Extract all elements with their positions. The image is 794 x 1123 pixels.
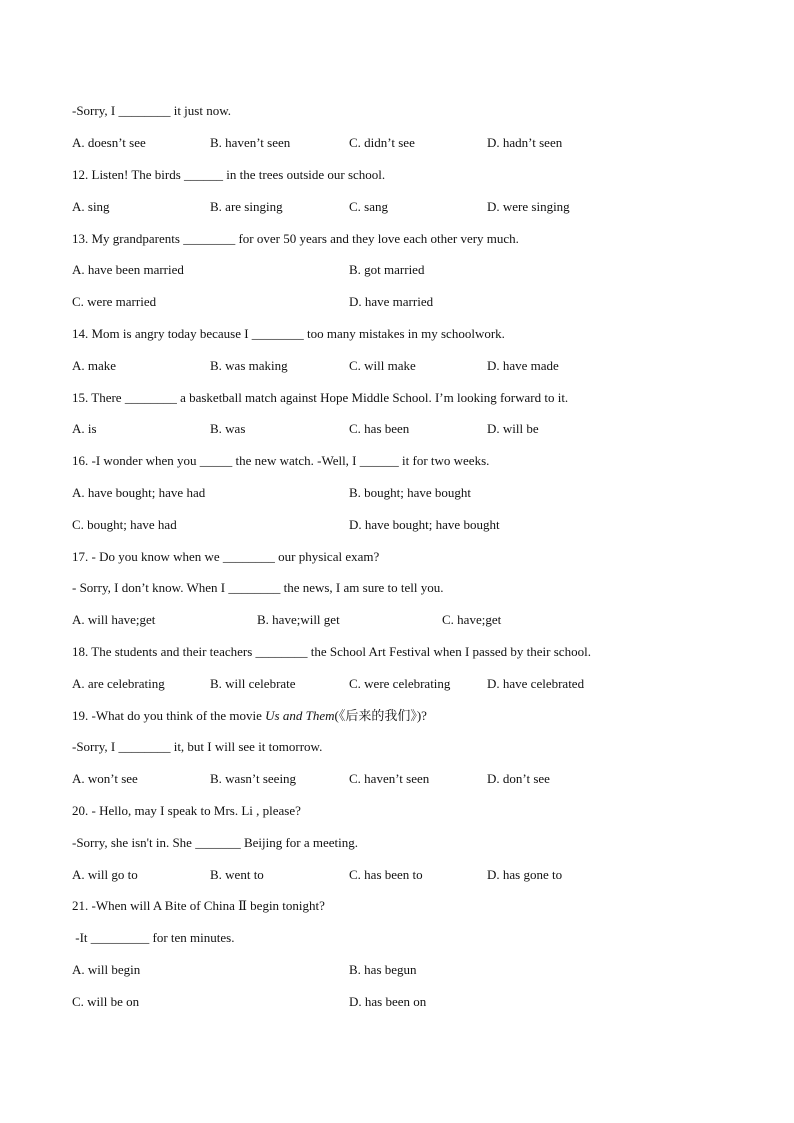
question-12: 12. Listen! The birds ______ in the trees outside our school.: [72, 167, 386, 182]
q11-option-c: C. didn’t see: [349, 135, 415, 150]
question-17: 17. - Do you know when we ________ our physical exam?: [72, 549, 380, 564]
q21-option-c: C. will be on: [72, 994, 140, 1009]
q19-option-a: A. won’t see: [72, 771, 138, 786]
q20-option-c: C. has been to: [349, 867, 423, 882]
q12-option-d: D. were singing: [487, 199, 570, 214]
q12-option-b: B. are singing: [210, 199, 283, 214]
q13-option-c: C. were married: [72, 294, 157, 309]
q11-option-a: A. doesn’t see: [72, 135, 146, 150]
q19-option-b: B. wasn’t seeing: [210, 771, 297, 786]
q21-option-b: B. has begun: [349, 962, 417, 977]
q16-option-a: A. have bought; have had: [72, 485, 206, 500]
q19-chinese-title: (《后来的我们》)?: [334, 708, 427, 723]
question-19: [72, 708, 427, 724]
q21-option-d: D. has been on: [349, 994, 427, 1009]
q20-option-a: A. will go to: [72, 867, 138, 882]
q18-option-d: D. have celebrated: [487, 676, 585, 691]
q15-option-d: D. will be: [487, 421, 539, 436]
q17-option-c: C. have;get: [442, 612, 502, 627]
q13-option-a: A. have been married: [72, 262, 184, 277]
q16-option-c: C. bought; have had: [72, 517, 177, 532]
q17-option-b: B. have;will get: [257, 612, 340, 627]
question-15: 15. There ________ a basketball match against Hope Middle School. I’m looking forward to it.: [72, 390, 569, 405]
q12-option-a: A. sing: [72, 199, 110, 214]
q15-option-c: C. has been: [349, 421, 410, 436]
question-14: 14. Mom is angry today because I ________ too many mistakes in my schoolwork.: [72, 326, 505, 341]
question-19-reply: -Sorry, I ________ it, but I will see it tomorrow.: [72, 739, 323, 754]
q19-text: 19. -What do you think of the movie: [72, 708, 266, 723]
question-11-answer-line: -Sorry, I ________ it just now.: [72, 103, 232, 118]
q14-option-a: A. make: [72, 358, 117, 373]
q13-option-b: B. got married: [349, 262, 425, 277]
q19-option-c: C. haven’t seen: [349, 771, 430, 786]
q17-option-a: A. will have;get: [72, 612, 156, 627]
q15-option-b: B. was: [210, 421, 246, 436]
q11-option-d: D. hadn’t seen: [487, 135, 563, 150]
q11-option-b: B. haven’t seen: [210, 135, 291, 150]
q14-option-b: B. was making: [210, 358, 288, 373]
q13-option-d: D. have married: [349, 294, 434, 309]
q20-option-b: B. went to: [210, 867, 264, 882]
q16-option-d: D. have bought; have bought: [349, 517, 500, 532]
movie-title: Us and Them: [265, 708, 335, 723]
q20-option-d: D. has gone to: [487, 867, 563, 882]
q21-option-a: A. will begin: [72, 962, 141, 977]
q14-option-c: C. will make: [349, 358, 416, 373]
q15-option-a: A. is: [72, 421, 97, 436]
question-13: 13. My grandparents ________ for over 50 years and they love each other very much.: [72, 231, 519, 246]
question-20: 20. - Hello, may I speak to Mrs. Li , please?: [72, 803, 301, 818]
q16-option-b: B. bought; have bought: [349, 485, 472, 500]
question-16: 16. -I wonder when you _____ the new watch. -Well, I ______ it for two weeks.: [72, 453, 490, 468]
question-18: 18. The students and their teachers ________ the School Art Festival when I passed by their school.: [72, 644, 591, 659]
question-21-reply: -It _________ for ten minutes.: [72, 930, 235, 945]
question-20-reply: -Sorry, she isn't in. She _______ Beijing for a meeting.: [72, 835, 359, 850]
q18-option-a: A. are celebrating: [72, 676, 165, 691]
question-21: 21. -When will A Bite of China Ⅱ begin tonight?: [72, 898, 325, 913]
question-17-reply: - Sorry, I don’t know. When I ________ the news, I am sure to tell you.: [72, 580, 444, 595]
q18-option-c: C. were celebrating: [349, 676, 451, 691]
q19-option-d: D. don’t see: [487, 771, 550, 786]
q14-option-d: D. have made: [487, 358, 559, 373]
q12-option-c: C. sang: [349, 199, 388, 214]
q18-option-b: B. will celebrate: [210, 676, 296, 691]
